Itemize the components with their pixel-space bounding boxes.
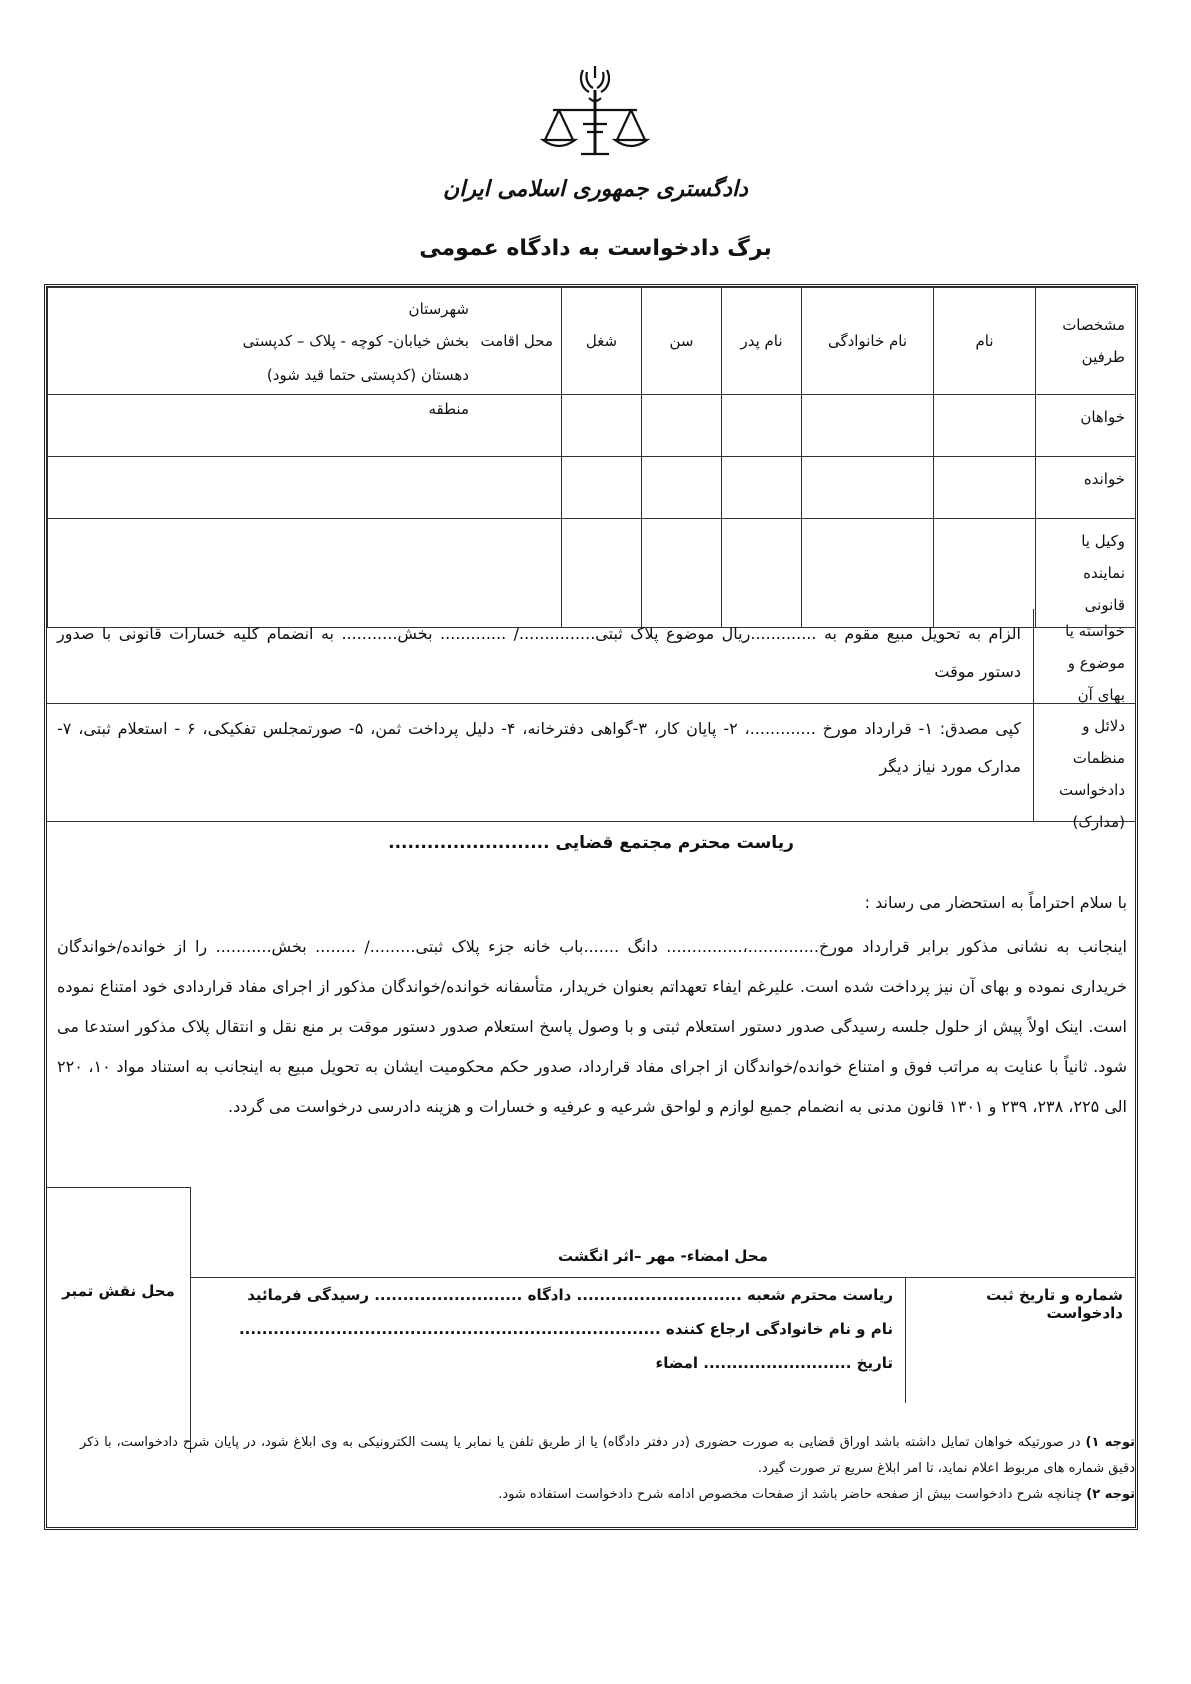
claim-label: خواسته یا موضوع و بهای آن [1033, 609, 1135, 703]
plaintiff-first-name-cell[interactable] [934, 395, 1036, 457]
claim-text[interactable]: الزام به تحویل مبیع مقوم به .............ریال موضوع پلاک ثبتی.............../ ............. بخش........... به انضمام کلیه خسارات قانونی با صدور دستور موقت [57, 624, 1021, 681]
table-header-row [48, 288, 1136, 395]
row-label-plaintiff: خواهان [1036, 395, 1136, 457]
residence-line-1: شهرستان [408, 300, 469, 318]
registration-label: شماره و تاریخ ثبت دادخواست [905, 1278, 1135, 1403]
note-1 [80, 1430, 1135, 1482]
header-age: سن [642, 288, 722, 395]
row-label-defendant: خوانده [1036, 457, 1136, 519]
referral-line-3: تاریخ .......................... امضاء [655, 1354, 893, 1372]
evidence-text[interactable]: کپی مصدق: ۱- قرارداد مورخ .............، ۲- پایان کار، ۳-گواهی دفترخانه، ۴- دلیل پرداخت ثمن، ۵- صورتمجلس تفکیکی، ۶ - استعلام ثبتی، ۷- مدارک مورد نیاز دیگر [57, 719, 1022, 776]
plaintiff-residence-cell[interactable] [48, 395, 562, 457]
referral-line-1: ریاست محترم شعبه ............................. دادگاه .......................... رسیدگی فرمائید [247, 1286, 893, 1304]
form-title: برگ دادخواست به دادگاه عمومی [419, 236, 772, 261]
letter-body[interactable]: اینجانب به نشانی مذکور برابر قرارداد مورخ..............،............... دانگ .......باب خانه جزء پلاک ثبتی........./ ........ بخش........... را از خوانده/خواندگان خریداری نموده و بهای آن نیز پرداخت شده است. علیرغم ایفاء تعهداتم بعنوان خریدار، متأسفانه خوانده/خواندگان مذکور از اجرای مفاد قراردادی خود امتناع نموده است. اینک اولاً پیش از حلول جلسه رسیدگی صدور دستور استعلام ثبتی و با وصول پاسخ استعلام صدور دستور موقت بر منع نقل و انتقال پلاک مذکور استدعا می شود. ثانیاً با عنایت به مراتب فوق و امتناع خوانده/خواندگان از اجرای مفاد قرارداد، صدور حکم محکومیت ایشان به تحویل مبیع به اینجانب به استناد مواد ۱۰، ۲۲۰ الی ۲۲۵، ۲۳۸، ۲۳۹ و ۱۳۰۱ قانون مدنی به انضمام جمیع لوازم و لواحق شرعیه و عرفیه و خسارات و هزینه دادرسی درخواست می گردد. [57, 937, 1128, 1116]
defendant-occupation-cell[interactable] [562, 457, 642, 519]
header-father-name: نام پدر [722, 288, 802, 395]
note-2-label: توجه ۲) [1086, 1487, 1135, 1502]
header-residence [48, 288, 562, 418]
parties-table [47, 287, 1136, 628]
judiciary-emblem [535, 60, 655, 170]
table-row [48, 457, 1136, 519]
evidence-section [47, 704, 1135, 831]
residence-label: محل اقامت [480, 332, 553, 350]
defendant-father-name-cell[interactable] [722, 457, 802, 519]
plaintiff-occupation-cell[interactable] [562, 395, 642, 457]
bottom-section [47, 1187, 1135, 1453]
petition-letter [47, 823, 1135, 1183]
note-2 [80, 1482, 1135, 1508]
plaintiff-father-name-cell[interactable] [722, 395, 802, 457]
defendant-first-name-cell[interactable] [934, 457, 1036, 519]
header-first-name: نام [934, 288, 1036, 395]
judiciary-name: دادگستری جمهوری اسلامی ایران [443, 176, 748, 202]
defendant-residence-cell[interactable] [48, 457, 562, 519]
signature-place-label: محل امضاء- مهر –اثر انگشت [558, 1247, 768, 1265]
note-1-label: توجه ۱) [1085, 1435, 1135, 1450]
residence-line-3: دهستان (کدپستی حتما قید شود) [266, 366, 469, 384]
plaintiff-age-cell[interactable] [642, 395, 722, 457]
stamp-box [47, 1187, 191, 1453]
defendant-last-name-cell[interactable] [802, 457, 934, 519]
evidence-label: دلائل و منظمات دادخواست (مدارک) [1033, 704, 1135, 821]
note-2-text: چنانچه شرح دادخواست بیش از صفحه حاضر باشد از صفحات مخصوص ادامه شرح دادخواست استفاده شود. [498, 1487, 1087, 1502]
stamp-place-label: محل نقش تمبر [62, 1282, 175, 1300]
petition-form-frame [44, 284, 1138, 1530]
note-1-text: در صورتیکه خواهان تمایل داشته باشد اوراق قضایی به صورت حضوری (در دفتر دادگاه) یا از طریق تلفن یا نمابر یا پست الکترونیکی به وی ابلاغ شود، در پایان شرح دادخواست، با ذکر دقیق شماره های مربوط اعلام نماید، تا امر ابلاغ سریع تر صورت گیرد. [80, 1435, 1135, 1476]
letter-opening: با سلام احتراماً به استحضار می رساند : [864, 893, 1127, 912]
header-party-spec: مشخصات طرفین [1036, 288, 1136, 395]
header-occupation: شغل [562, 288, 642, 395]
row-label-attorney: وکیل یا نماینده قانونی [1036, 519, 1136, 628]
claim-section [47, 609, 1135, 704]
residence-line-4: منطقه [428, 400, 469, 418]
residence-line-2: بخش خیابان- کوچه - پلاک – کدپستی [242, 332, 469, 350]
letter-addressee: ریاست محترم مجتمع قضایی ......................... [388, 833, 794, 853]
defendant-age-cell[interactable] [642, 457, 722, 519]
registration-box [191, 1277, 1135, 1403]
header-last-name: نام خانوادگی [802, 288, 934, 395]
referral-line-2: نام و نام خانوادگی ارجاع کننده .......................................................................... [238, 1320, 893, 1338]
plaintiff-last-name-cell[interactable] [802, 395, 934, 457]
footnotes [80, 1430, 1135, 1508]
table-row [48, 395, 1136, 457]
